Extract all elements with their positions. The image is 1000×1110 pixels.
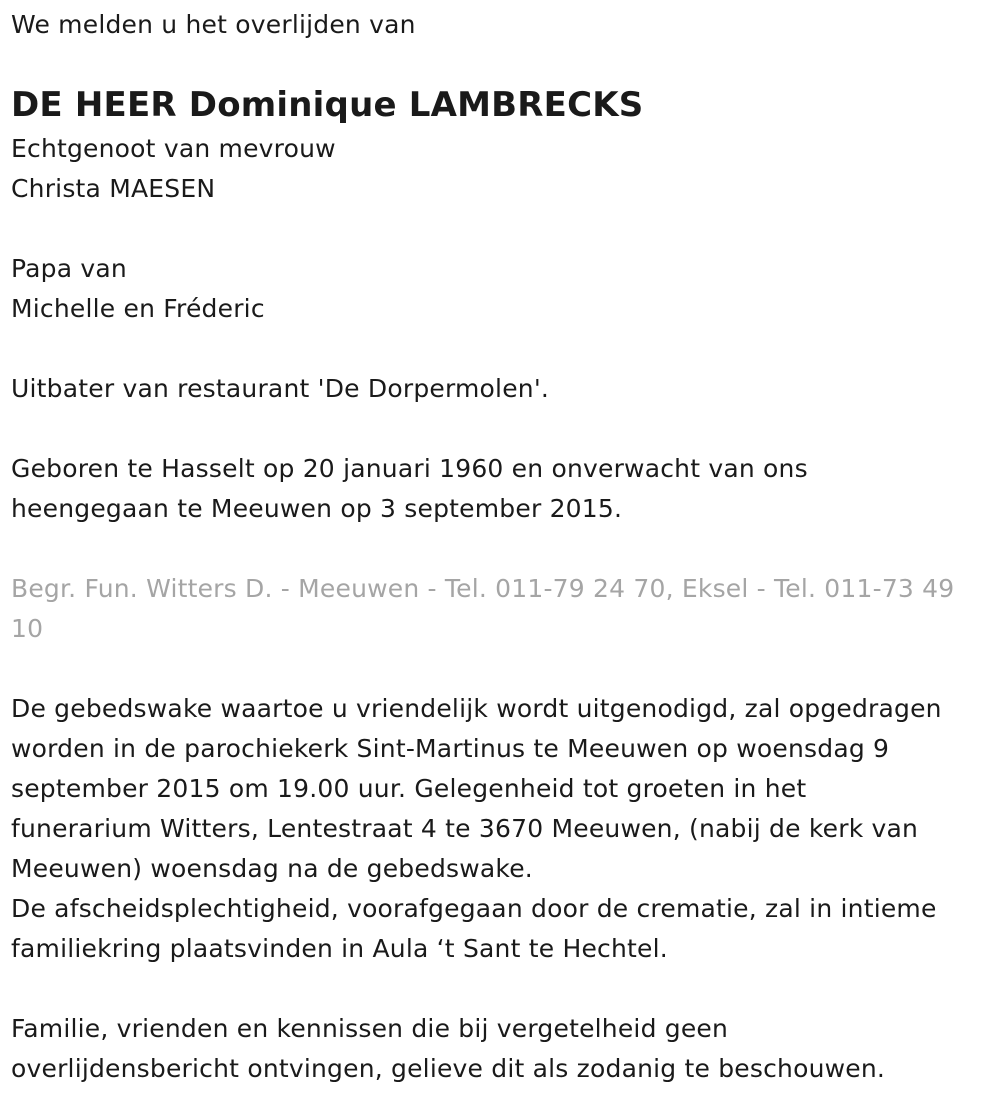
- ceremony-line: Meeuwen) woensdag na de gebedswake.: [11, 854, 533, 883]
- occupation-line: Uitbater van restaurant 'De Dorpermolen'.: [11, 374, 550, 403]
- death-notice: [11, 0, 989, 1089]
- ceremony-line: worden in de parochiekerk Sint-Martinus te Meeuwen op woensdag 9: [11, 734, 890, 763]
- children-line: Michelle en Fréderic: [11, 294, 265, 323]
- ceremony-line: familiekring plaatsvinden in Aula ‘t Sant te Hechtel.: [11, 934, 668, 963]
- closing-line: overlijdensbericht ontvingen, gelieve dit als zodanig te beschouwen.: [11, 1054, 886, 1083]
- ceremony-block: [11, 689, 989, 969]
- spouse-block: [11, 129, 989, 209]
- children-block: [11, 249, 989, 329]
- ceremony-line: funerarium Witters, Lentestraat 4 te 3670 Meeuwen, (nabij de kerk van: [11, 814, 919, 843]
- funeral-home-block: [11, 569, 989, 649]
- ceremony-line: De gebedswake waartoe u vriendelijk wordt uitgenodigd, zal opgedragen: [11, 694, 942, 723]
- deceased-name-title: DE HEER Dominique LAMBRECKS: [11, 85, 644, 125]
- occupation-block: [11, 369, 989, 409]
- funeral-home-line: Begr. Fun. Witters D. - Meeuwen - Tel. 011-79 24 70, Eksel - Tel. 011-73 49: [11, 574, 955, 603]
- children-line: Papa van: [11, 254, 127, 283]
- ceremony-line: september 2015 om 19.00 uur. Gelegenheid tot groeten in het: [11, 774, 807, 803]
- birth-death-line: heengegaan te Meeuwen op 3 september 2015.: [11, 494, 623, 523]
- closing-line: Familie, vrienden en kennissen die bij vergetelheid geen: [11, 1014, 729, 1043]
- spouse-line: Echtgenoot van mevrouw: [11, 134, 336, 163]
- ceremony-line: De afscheidsplechtigheid, voorafgegaan door de crematie, zal in intieme: [11, 894, 937, 923]
- spouse-line: Christa MAESEN: [11, 174, 216, 203]
- closing-block: [11, 1009, 989, 1089]
- birth-death-block: [11, 449, 989, 529]
- intro-text: We melden u het overlijden van: [11, 10, 416, 39]
- funeral-home-line: 10: [11, 614, 44, 643]
- birth-death-line: Geboren te Hasselt op 20 januari 1960 en onverwacht van ons: [11, 454, 808, 483]
